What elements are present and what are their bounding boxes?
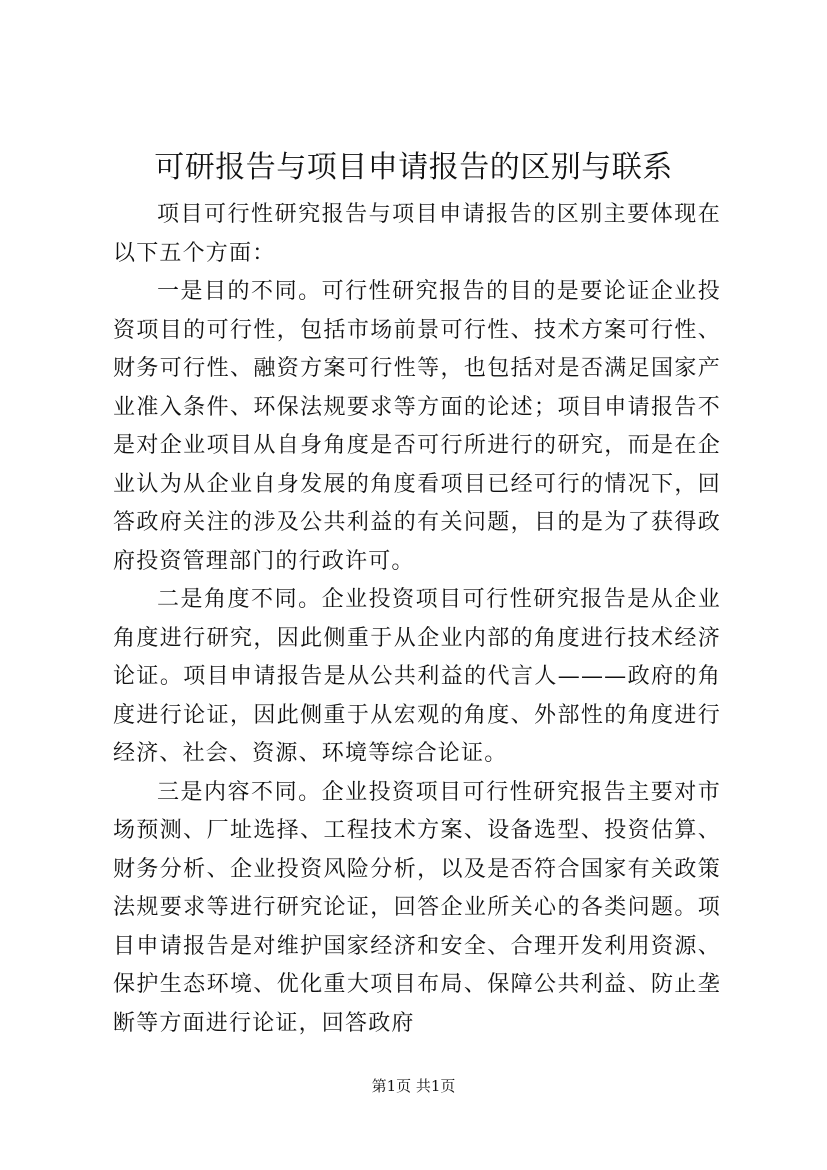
document-body: [113, 196, 721, 1043]
paragraph-purpose: 一是目的不同。可行性研究报告的目的是要论证企业投资项目的可行性，包括市场前景可行性、技术方案可行性、财务可行性、融资方案可行性等，也包括对是否满足国家产业准入条件、环保法规要求等方面的论述；项目申请报告不是对企业项目从自身角度是否可行所进行的研究，而是在企业认为从企业自身发展的角度看项目已经可行的情况下，回答政府关注的涉及公共利益的有关问题，目的是为了获得政府投资管理部门的行政许可。: [113, 279, 721, 574]
document-title: 可研报告与项目申请报告的区别与联系: [154, 150, 673, 185]
page-footer: 第1页 共1页: [371, 1077, 456, 1095]
paragraph-perspective: 二是角度不同。企业投资项目可行性研究报告是从企业角度进行研究，因此侧重于从企业内部的角度进行技术经济论证。项目申请报告是从公共利益的代言人———政府的角度进行论证，因此侧重于从宏观的角度、外部性的角度进行经济、社会、资源、环境等综合论证。: [113, 587, 721, 766]
paragraph-intro: 项目可行性研究报告与项目申请报告的区别主要体现在以下五个方面：: [113, 202, 721, 266]
paragraph-content: 三是内容不同。企业投资项目可行性研究报告主要对市场预测、厂址选择、工程技术方案、设备选型、投资估算、财务分析、企业投资风险分析，以及是否符合国家有关政策法规要求等进行研究论证，回答企业所关心的各类问题。项目申请报告是对维护国家经济和安全、合理开发利用资源、保护生态环境、优化重大项目布局、保障公共利益、防止垄断等方面进行论证，回答政府: [113, 779, 721, 1036]
